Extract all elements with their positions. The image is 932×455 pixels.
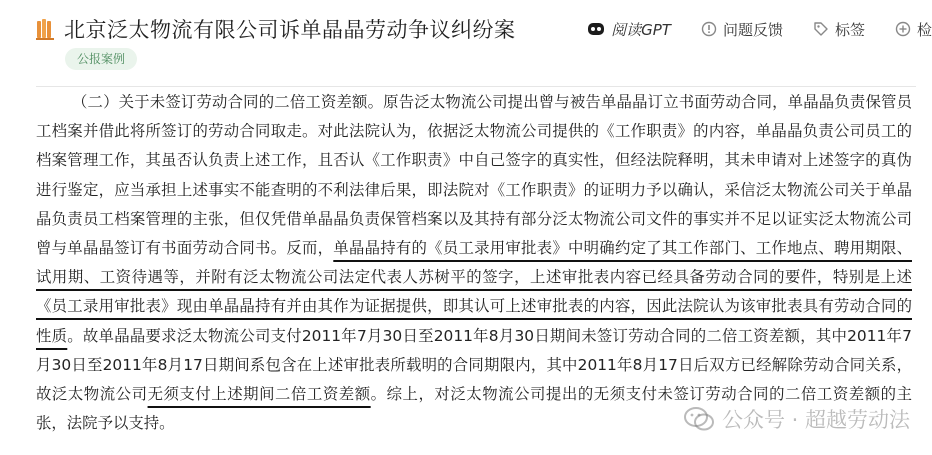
plus-circle-icon bbox=[895, 21, 911, 37]
tags-button[interactable] bbox=[813, 19, 865, 40]
more-button[interactable] bbox=[895, 19, 932, 40]
header-divider bbox=[36, 86, 916, 87]
page-title: 北京泛太物流有限公司诉单晶晶劳动争议纠纷案 bbox=[64, 18, 516, 42]
document-body bbox=[36, 88, 912, 438]
book-icon bbox=[36, 18, 56, 40]
text-segment: 。故单晶晶要求泛太物流公司支付2011年7月30日至2011年8月30日期间未签订劳动合同的二倍工资差额，其中2011年7月30日至2011年8月17日期间系包含在上述审批表所载明的合同期限内，其中2011年8月17日后双方已经解除劳动合同关系，故泛太物流公司 bbox=[36, 326, 912, 404]
toolbar bbox=[557, 16, 932, 42]
tags-label: 标签 bbox=[834, 20, 865, 39]
more-label: 检 bbox=[916, 20, 932, 39]
feedback-icon bbox=[701, 21, 717, 37]
read-gpt-label: 阅读GPT bbox=[611, 20, 671, 39]
underlined-text: 无须支付上述期间二倍工资差额 bbox=[147, 385, 371, 404]
case-type-badge[interactable]: 公报案例 bbox=[65, 48, 137, 70]
watermark-text: 公众号 · 超越劳动法 bbox=[721, 408, 910, 432]
paragraph bbox=[36, 88, 912, 438]
feedback-button[interactable] bbox=[701, 19, 783, 40]
text-segment: （二）关于未签订劳动合同的二倍工资差额。原告泛太物流公司提出曾与被告单晶晶订立书面劳动合同，单晶晶负责保管员工档案并借此将所签订的劳动合同取走。对此法院认为，依据泛太物流公司提供的《工作职责》的内容，单晶晶负责公司员工的档案管理工作，其虽否认负责上述工作，且否认《工作职责》中自己签字的真实性，但经法院释明，其未申请对上述签字的真伪进行鉴定，应当承担上述事实不能查明的不利法律后果，即法院对《工作职责》的证明力予以确认，采信泛太物流公司关于单晶晶负责员工档案管理的主张，但仅凭借单晶晶负责保管档案以及其持有部分泛太物流公司文件的事实并不足以证实泛太物流公司曾与单晶晶签订有书面劳动合同书。反而， bbox=[36, 93, 912, 258]
read-gpt-button[interactable] bbox=[587, 19, 671, 40]
text-segment: 。综上，对泛太物流公司提出的无须支付未签订劳动合同的二倍工资差额的主张，法院予以支持。 bbox=[36, 385, 912, 433]
tag-icon bbox=[813, 21, 829, 37]
robot-icon bbox=[587, 21, 605, 37]
header bbox=[0, 0, 932, 80]
underlined-text: 单晶晶持有的《员工录用审批表》中明确约定了其工作部门、工作地点、聘用期限、试用期、工资待遇等，并附有泛太物流公司法定代表人苏树平的签字，上述审批表内容已经具备劳动合同的要件，特别是上述《员工录用审批表》现由单晶晶持有并由其作为证据提供，即其认可上述审批表的内容，因此法院认为该审批表具有劳动合同的性质 bbox=[36, 239, 912, 345]
feedback-label: 问题反馈 bbox=[722, 20, 783, 39]
